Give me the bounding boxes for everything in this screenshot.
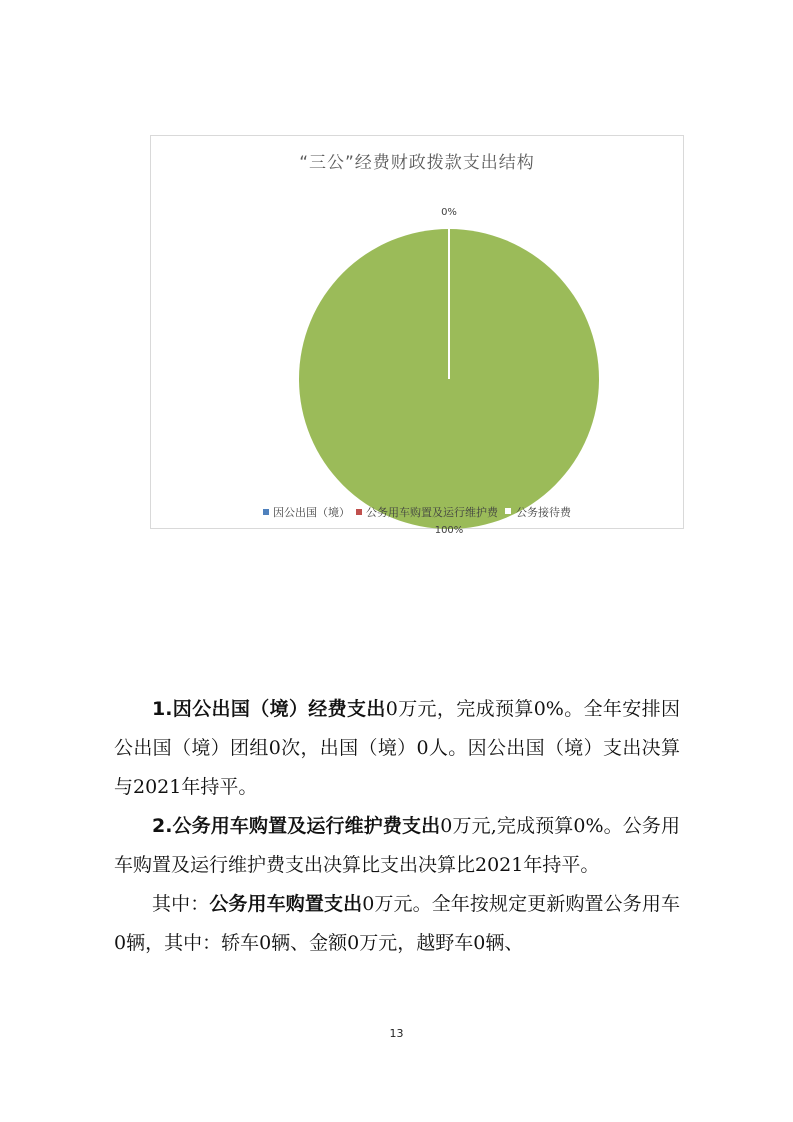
- paragraph-1: [114, 690, 680, 807]
- legend-item-3: [504, 504, 571, 520]
- chart-title: “三公”经费财政拨款支出结构: [299, 153, 535, 173]
- paragraph-3: [114, 885, 680, 963]
- legend-swatch-2: [356, 509, 362, 515]
- legend-swatch-3: [504, 507, 512, 515]
- paragraph-3-text: 0万元。全年按规定更新购置公务用车0辆，其中：轿车0辆、金额0万元，越野车0辆、: [114, 893, 680, 954]
- pie-data-label-3: 100%: [434, 525, 464, 536]
- body-text: [114, 690, 680, 963]
- paragraph-2-text: 0万元,完成预算0%。公务用车购置及运行维护费支出决算比支出决算比2021年持平。: [114, 815, 680, 876]
- paragraph-2-heading: 2.公务用车购置及运行维护费支出: [152, 815, 441, 837]
- paragraph-2: [114, 807, 680, 885]
- chart-legend: [151, 504, 683, 520]
- paragraph-3-lead: 其中：: [152, 893, 210, 915]
- paragraph-3-heading: 公务用车购置支出: [209, 893, 363, 915]
- page-number: 13: [389, 1027, 404, 1040]
- paragraph-1-heading: 1.因公出国（境）经费支出: [152, 698, 386, 720]
- legend-item-1: [263, 504, 350, 520]
- legend-label-2: 公务用车购置及运行维护费: [366, 506, 498, 519]
- pie-data-label-2: 0%: [441, 207, 457, 218]
- chart-frame: [150, 135, 684, 536]
- legend-swatch-1: [263, 509, 269, 515]
- pie-chart: [151, 136, 683, 536]
- paragraph-1-text: 0万元，完成预算0%。全年安排因公出国（境）团组0次，出国（境）0人。因公出国（境）支出决算与2021年持平。: [114, 698, 680, 798]
- legend-label-1: 因公出国（境）: [273, 506, 350, 519]
- legend-label-3: 公务接待费: [516, 506, 571, 519]
- legend-item-2: [356, 504, 498, 520]
